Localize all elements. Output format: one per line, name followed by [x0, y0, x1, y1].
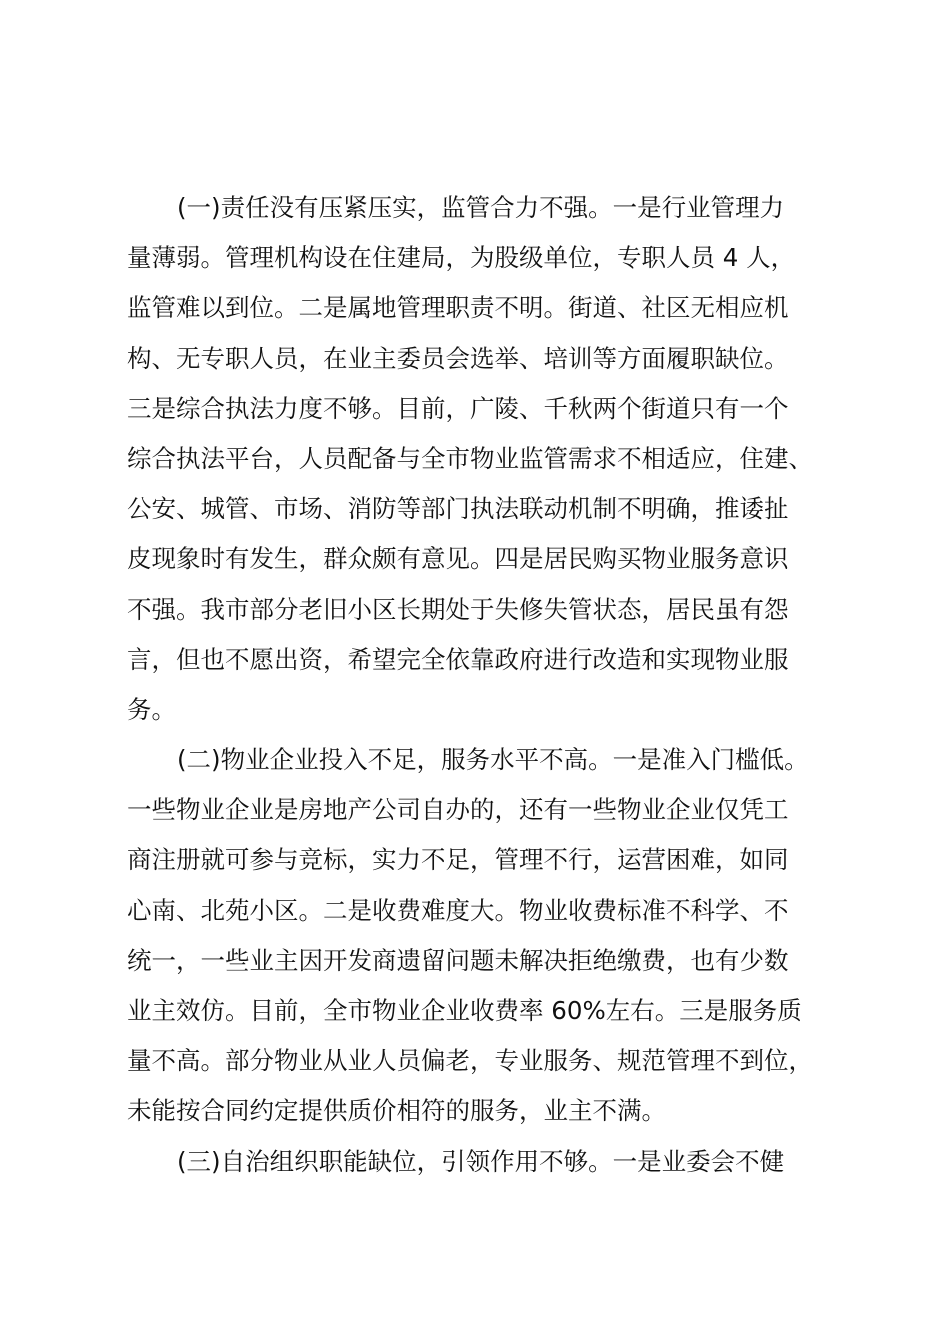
text-line: 统一，一些业主因开发商遗留问题未解决拒绝缴费，也有少数: [127, 945, 789, 975]
paragraph-2: [127, 735, 862, 1137]
text-line: 业主效仿。目前，全市物业企业收费率 60%左右。三是服务质: [127, 996, 802, 1025]
text-line: 公安、城管、市场、消防等部门执法联动机制不明确，推诿扯: [127, 494, 789, 524]
text-line: 言，但也不愿出资，希望完全依靠政府进行改造和实现物业服: [127, 644, 789, 674]
paragraph-3: [127, 1137, 862, 1187]
text-line: 一些物业企业是房地产公司自办的，还有一些物业企业仅凭工: [127, 795, 789, 825]
text-line: (一)责任没有压紧压实，监管合力不强。一是行业管理力: [177, 193, 785, 222]
text-line: (二)物业企业投入不足，服务水平不高。一是准入门槛低。: [177, 745, 809, 775]
text-line: 未能按合同约定提供质价相符的服务，业主不满。: [127, 1096, 666, 1126]
text-line: 商注册就可参与竞标，实力不足，管理不行，运营困难，如同: [127, 845, 789, 875]
text-line: 务。: [127, 694, 176, 724]
text-line: 心南、北苑小区。二是收费难度大。物业收费标准不科学、不: [127, 895, 789, 925]
text-line: 构、无专职人员，在业主委员会选举、培训等方面履职缺位。: [127, 343, 789, 373]
text-line: 量薄弱。管理机构设在住建局，为股级单位，专职人员 4 人，: [127, 243, 796, 273]
text-line: 三是综合执法力度不够。目前，广陵、千秋两个街道只有一个: [127, 393, 789, 423]
text-line: 量不高。部分物业从业人员偏老，专业服务、规范管理不到位，: [127, 1046, 813, 1076]
text-line: 综合执法平台，人员配备与全市物业监管需求不相适应，住建、: [127, 443, 813, 473]
text-line: (三)自治组织职能缺位，引领作用不够。一是业委会不健: [177, 1146, 785, 1176]
text-line: 监管难以到位。二是属地管理职责不明。街道、社区无相应机: [127, 293, 789, 323]
body-text: [127, 183, 862, 1187]
text-line: 皮现象时有发生，群众颇有意见。四是居民购买物业服务意识: [127, 544, 789, 574]
paragraph-1: [127, 183, 862, 735]
text-line: 不强。我市部分老旧小区长期处于失修失管状态，居民虽有怨: [127, 594, 789, 624]
